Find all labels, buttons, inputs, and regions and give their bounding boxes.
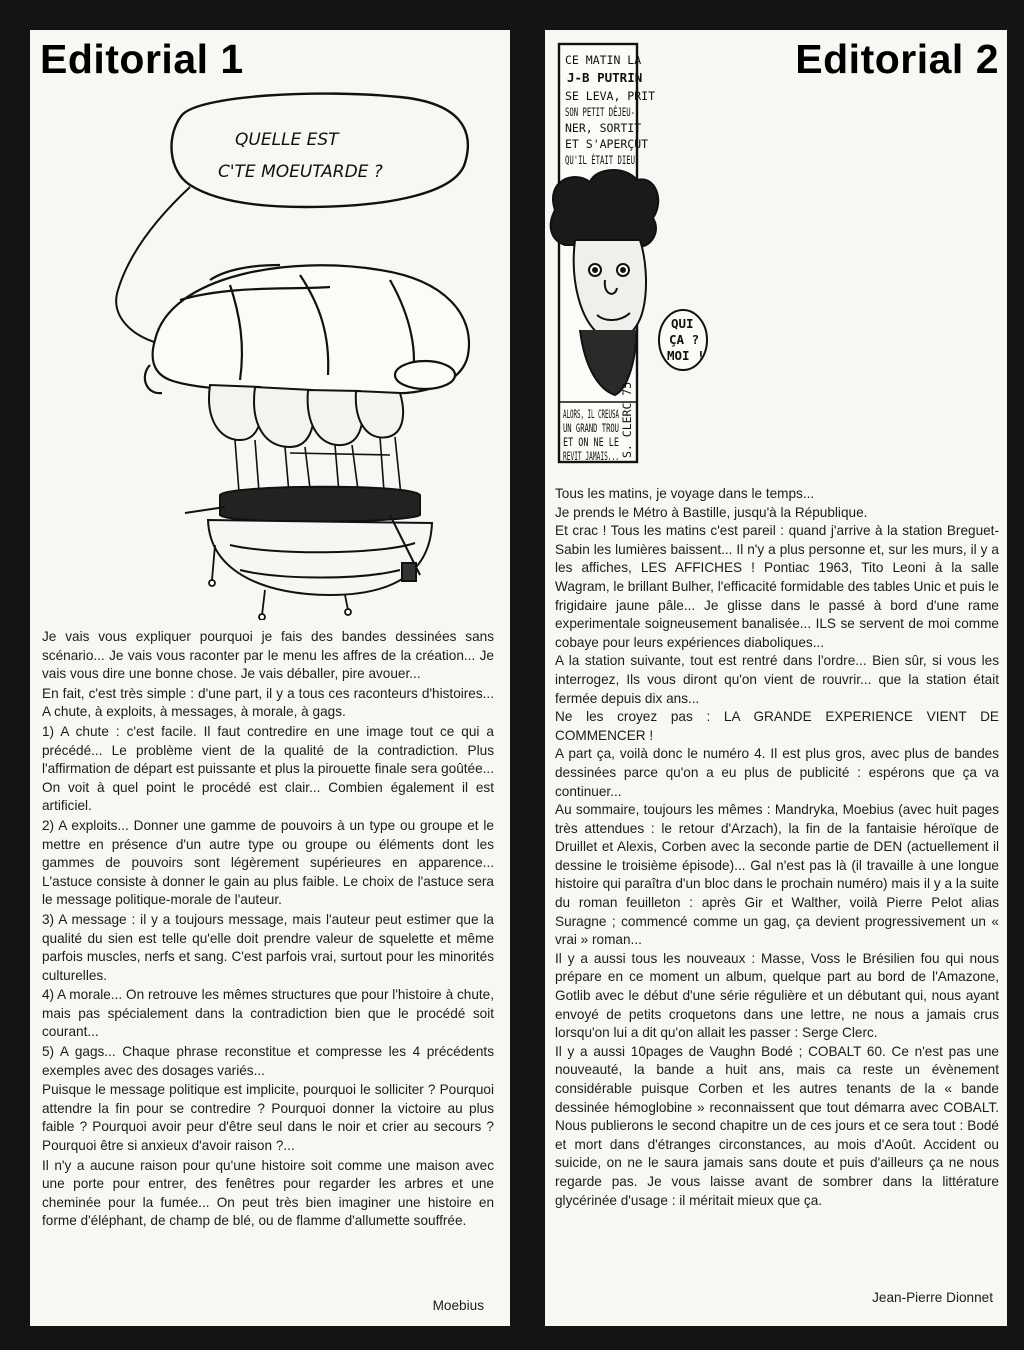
- paragraph: Au sommaire, toujours les mêmes : Mandryka, Moebius (avec huit pages très attendues : le retour d'Arzach), la fin de la fantaisie héroïque de Druillet et Alexis, Corben avec la seconde partie de DEN (actuellement il dessine le troisième épisode)... Gal n'est pas là (il travaille à une longue histoire qui paraîtra d'un bloc dans le prochain numéro) mais il y a la suite du roman feuilleton : après Gir et Walther, voilà Pierre Pelot alias Suragne ; commencé comme un gag, ça devient progressivement un « vrai » roman...: [555, 802, 999, 948]
- paragraph: Je vais vous expliquer pourquoi je fais des bandes dessinées sans scénario... Je vais vous raconter par le menu les affres de la création... Je vais vous dire une bonne chose. Je vais déballer, pire avouer...: [42, 629, 494, 682]
- editorial-1-body: [42, 628, 494, 1231]
- bubble-word: ÇA ?: [669, 332, 700, 347]
- paragraph: Ne les croyez pas : LA GRANDE EXPERIENCE VIENT DE COMMENCER !: [555, 709, 999, 743]
- paragraph: 3) A message : il y a toujours message, mais l'auteur peut estimer que la qualité du sien est telle qu'elle doit prendre valeur de squelette et même parfois muscles, nerfs et sang. C'est parfois vrai, surtout pour les minorités culturelles.: [42, 911, 494, 983]
- caption-line: SE LEVA, PRIT: [565, 89, 656, 103]
- caption-line: NER, SORTIT: [565, 121, 642, 135]
- bubble-line-2: C'TE MOEUTARDE ?: [218, 162, 383, 182]
- paragraph: 2) A exploits... Donner une gamme de pouvoirs à un type ou groupe et le mettre en présence d'un autre type ou groupe ou éléments dont les gammes de pouvoirs sont légèrement supérieures en apparence... L'astuce consiste à donner le gain au plus faible. Le choix de l'astuce sera le message politique-morale de l'auteur.: [42, 817, 494, 908]
- airship-lobes: [209, 385, 403, 447]
- paragraph: A la station suivante, tout est rentré dans l'ordre... Bien sûr, si vous les interrogez, Ils vous diront qu'on vient de rouvrir... que la station était fermée depuis dix ans...: [555, 653, 999, 706]
- caption-line: UN GRAND TROU: [563, 421, 620, 435]
- paragraph: Je prends le Métro à Bastille, jusqu'à la République.: [555, 504, 868, 520]
- strip-top-caption: [565, 53, 676, 167]
- caption-line: ET ON NE LE: [563, 435, 620, 449]
- bubble-line-1: QUELLE EST: [235, 130, 339, 150]
- caption-line: QU'IL ÉTAIT DIEU: [565, 153, 676, 167]
- strip-signature: S. CLERC 75: [620, 381, 634, 458]
- editorial-2-title: Editorial 2: [795, 36, 999, 82]
- paragraph: 1) A chute : c'est facile. Il faut contredire en une image tout ce qui a précédé... Le problème vient de la qualité de la contradiction. Plus l'affirmation de départ est puissante et plus la pirouette finale sera goûtée... On voit à quel point le procédé est clair... Combien également il est artificiel.: [42, 723, 494, 814]
- editorial-2-column: [545, 30, 1007, 1326]
- editorial-1-title: Editorial 1: [40, 36, 244, 82]
- paragraph: Et crac ! Tous les matins c'est pareil : quand j'arrive à la station Breguet-Sabin les lumières baissent... Il n'y a plus personne et, sur les murs, il y a les affiches, LES AFFICHES ! Pontiac 1963, Tito Leoni à la salle Wagram, le brillant Bulher, l'efficacité formidable des tables Unic et puis le frigidaire jaune pâle... Je glisse dans le passé à bord d'une rame experimentale soigneusement banalisée... ILS se servent de moi comme cobaye pour leurs expériences diaboliques...: [555, 523, 999, 650]
- paragraph: A part ça, voilà donc le numéro 4. Il est plus gros, avec plus de bandes dessinées parce qu'on a eu plus de publicité : espérons que ça va continuer...: [555, 746, 999, 799]
- caption-line: CE MATIN LA: [565, 53, 642, 67]
- strip-bottom-caption: [563, 407, 619, 463]
- caption-line: SON PETIT DÉJEU-: [565, 105, 676, 119]
- strip-speech-bubble: [659, 310, 707, 370]
- paragraph: Puisque le message politique est implicite, pourquoi le solliciter ? Pourquoi attendre la fin pour se contredire ? Pourquoi donner la victoire au plus faible ? Pourquoi avoir peur d'être seul dans le noir et crier au secours ? Pourquoi être si anxieux d'avoir raison ?...: [42, 1082, 494, 1154]
- editorial-2-body: [555, 485, 999, 1210]
- paragraph: 5) A gags... Chaque phrase reconstitue et compresse les 4 précédents exemples avec des dosages variés...: [42, 1044, 494, 1078]
- editorial-1-column: [30, 30, 510, 1326]
- paragraph: Il y a aussi tous les nouveaux : Masse, Voss le Brésilien fou qui nous prépare en ce moment un album, quelque part au bord de l'Amazone, Gotlib avec le début d'une série régulière et un débutant qui, nous ayant envoyé de petits croquetons dans une lettre, ne nous a jamais crus lorsqu'on lui a dit qu'on allait les passer : Serge Clerc.: [555, 950, 999, 1041]
- bubble-word: MOI !: [667, 348, 705, 363]
- caption-line: REVIT JAMAIS...: [563, 449, 619, 463]
- airship-gondola: [185, 487, 432, 595]
- caption-line: ALORS, IL CREUSA: [563, 407, 620, 421]
- editorial-2-signature: Jean-Pierre Dionnet: [872, 1290, 993, 1305]
- paragraph: Tous les matins, je voyage dans le temps...: [555, 486, 815, 501]
- paragraph: En fait, c'est très simple : d'une part, il y a tous ces raconteurs d'histoires... A chute, à exploits, à messages, à morale, à gags.: [42, 685, 494, 720]
- moebius-airship-illustration: [90, 75, 490, 620]
- airship-envelope: [145, 265, 469, 393]
- editorial-1-signature: Moebius: [432, 1298, 484, 1313]
- paragraph: 4) A morale... On retrouve les mêmes structures que pour l'histoire à chute, mais pas spécialement dans la contradiction bien que le procédé soit courant...: [42, 987, 494, 1040]
- caption-line: J-B PUTRIN: [567, 70, 643, 85]
- caption-line: ET S'APERÇUT: [565, 137, 649, 151]
- bubble-word: QUI: [671, 316, 694, 331]
- paragraph: Il n'y a aucune raison pour qu'une histoire soit comme une maison avec une porte pour entrer, des fenêtres pour regarder les arbres et une cheminée pour la fumée... On peut très bien imaginer une histoire en forme d'éléphant, de champ de blé, ou de flamme d'allumette souffrée.: [42, 1157, 494, 1229]
- clerc-comic-strip: [545, 30, 945, 470]
- paragraph: Il y a aussi 10pages de Vaughn Bodé ; COBALT 60. Ce n'est pas une nouveauté, la bande a huit ans, mais ca reste un évènement considérable puisque Corben et les autres tenants de la « bande dessinée hémoglobine » reconnaissent que tout démarra avec COBALT. Nous publierons le second chapitre un de ces jours et ce sera tout : Bodé et mort dans d'étranges circonstances, au mois d'Août. Accident ou suicide, on ne le saura jamais sans doute et puis d'ailleurs ça ne nous regarde pas. Je vous laisse avant de sombrer dans la littérature glycérinée d'usage : il méritait mieux que ça.: [555, 1043, 999, 1208]
